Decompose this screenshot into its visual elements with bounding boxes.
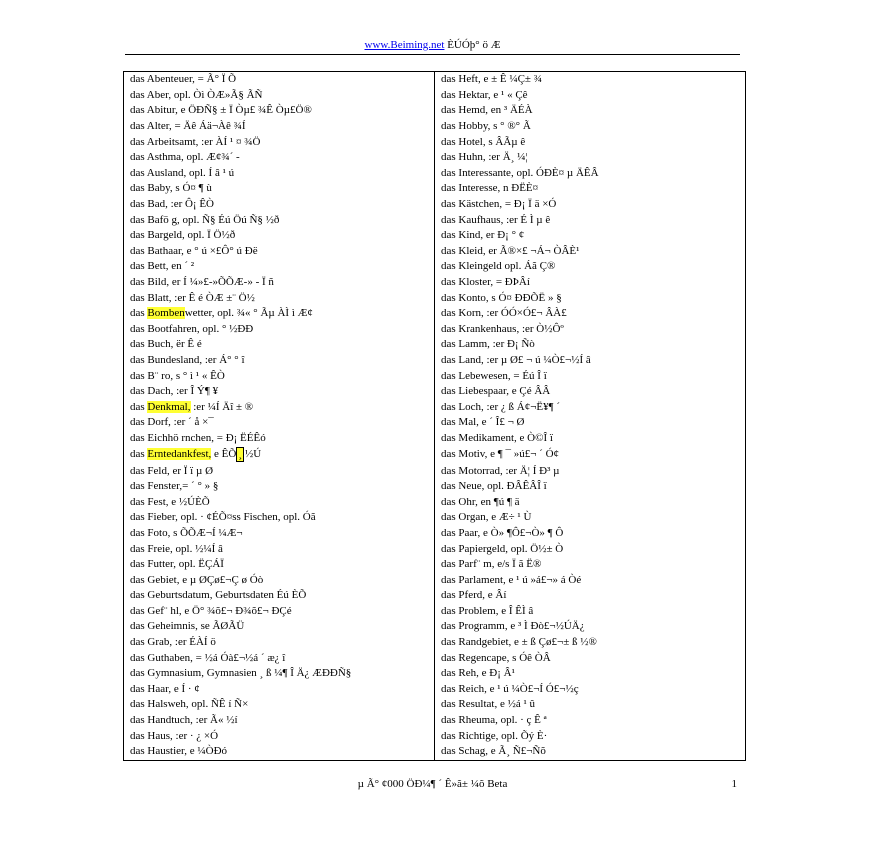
entry-text: das Konto, s Ó¤ ÐÐÕË » § bbox=[441, 291, 562, 304]
entry-text: das Fieber, opl. · ¢ÉÕ¤ss Fischen, opl. Óã bbox=[130, 511, 316, 524]
right-entry bbox=[435, 259, 746, 275]
highlighted-word: Erntedankfest, bbox=[147, 448, 212, 461]
table-row bbox=[124, 494, 746, 510]
highlighted-word: Bomben bbox=[147, 307, 185, 320]
table-row bbox=[124, 446, 746, 463]
table-row bbox=[124, 197, 746, 213]
entry-text: das Krankenhaus, :er Ò½Ôº bbox=[441, 322, 564, 335]
entry-text: das Interessante, opl. ÓÐÈ¤ µ ÄÊÂ bbox=[441, 166, 599, 179]
entry-text: das Bafö g, opl. Ñ§ Éú Öú Ñ§ ½ð bbox=[130, 213, 280, 226]
entry-text: das Bootfahren, opl. ° ½ÐÐ bbox=[130, 322, 254, 335]
right-entry bbox=[435, 150, 746, 166]
left-entry bbox=[124, 166, 435, 182]
table-row bbox=[124, 713, 746, 729]
table-row bbox=[124, 619, 746, 635]
right-entry bbox=[435, 713, 746, 729]
left-entry bbox=[124, 197, 435, 213]
table-row bbox=[124, 228, 746, 244]
entry-text: das Fest, e ½ÚÈÕ bbox=[130, 495, 210, 508]
entry-text: das Parlament, e ¹ ú »á£¬» á Òé bbox=[441, 573, 582, 586]
entry-text: das Neue, opl. ÐÂÊÂÎ ï bbox=[441, 480, 547, 493]
left-entry bbox=[124, 619, 435, 635]
entry-text: das Hektar, e ¹ « Çê bbox=[441, 88, 528, 101]
left-entry bbox=[124, 650, 435, 666]
entry-text: das Parf¨ m, e/s Ï ã Ë® bbox=[441, 558, 542, 571]
right-entry bbox=[435, 119, 746, 135]
left-entry bbox=[124, 228, 435, 244]
table-row bbox=[124, 431, 746, 447]
entry-text: das Kleingeld opl. Áã Ç® bbox=[441, 260, 556, 273]
left-entry bbox=[124, 682, 435, 698]
left-entry bbox=[124, 666, 435, 682]
entry-text: das Bargeld, opl. Ï Ö½ð bbox=[130, 229, 236, 242]
entry-text: das Geheimnis, se ÃØÃÜ bbox=[130, 620, 245, 633]
entry-text: das Haustier, e ¼ÒÐó bbox=[130, 745, 228, 758]
right-entry bbox=[435, 353, 746, 369]
entry-text: das Kleid, er Ã®×£ ¬Á¬ ÒÂÈ¹ bbox=[441, 244, 580, 257]
left-entry bbox=[124, 635, 435, 651]
right-entry bbox=[435, 134, 746, 150]
entry-text: das Papiergeld, opl. Ö½± Ò bbox=[441, 542, 564, 555]
entry-text: das B¨ ro, s ° ì ¹ « ÊÒ bbox=[130, 369, 225, 382]
header-link[interactable]: www.Beiming.net bbox=[364, 39, 445, 51]
entry-text: das Grab, :er ÉÀÍ ö bbox=[130, 636, 216, 649]
entry-text: das Interesse, n ÐËÈ¤ bbox=[441, 182, 539, 195]
table-row bbox=[124, 728, 746, 744]
table-row bbox=[124, 353, 746, 369]
entry-text: das Haar, e Í · ¢ bbox=[130, 682, 200, 695]
entry-text: das Handtuch, :er Ã« ½í bbox=[130, 714, 238, 727]
right-entry bbox=[435, 290, 746, 306]
table-row bbox=[124, 635, 746, 651]
left-entry bbox=[124, 588, 435, 604]
left-entry bbox=[124, 275, 435, 291]
table-row bbox=[124, 150, 746, 166]
left-entry bbox=[124, 181, 435, 197]
right-entry bbox=[435, 275, 746, 291]
table-row bbox=[124, 181, 746, 197]
entry-text: das Dorf, :er ´ å ×¯ bbox=[130, 416, 214, 429]
entry-text: das Schag, e Ã¸ Ñ£¬Ñõ bbox=[441, 745, 546, 758]
entry-text: das Freie, opl. ½¼Í â bbox=[130, 542, 223, 555]
table-row bbox=[124, 166, 746, 182]
entry-text: das Gef¨ hl, e Ö° ¾õ£¬ Ð¾õ£¬ ÐÇé bbox=[130, 604, 292, 617]
entry-text: das Mal, e ´ Î£ ¬ Ø bbox=[441, 416, 525, 429]
right-entry bbox=[435, 557, 746, 573]
left-entry bbox=[124, 446, 435, 463]
entry-text: das Liebespaar, e Çé ÂÂ bbox=[441, 385, 551, 398]
right-entry bbox=[435, 322, 746, 338]
entry-text: das Abenteuer, = Ã° Ï Õ bbox=[130, 73, 237, 86]
left-entry bbox=[124, 744, 435, 760]
entry-text: das Paar, e Ò» ¶Ô£¬Ò» ¶ Ô bbox=[441, 526, 564, 539]
entry-text: das Ohr, en ¶ú ¶ ä bbox=[441, 495, 520, 508]
table-row bbox=[124, 337, 746, 353]
header-title: ÈÚÓþ° ö Æ bbox=[447, 39, 501, 51]
right-entry bbox=[435, 541, 746, 557]
entry-text: das bbox=[130, 448, 148, 461]
table-row bbox=[124, 557, 746, 573]
left-entry bbox=[124, 353, 435, 369]
entry-text: das Kaufhaus, :er É Ì µ ê bbox=[441, 213, 551, 226]
entry-text: das Futter, opl. ËÇÁÏ bbox=[130, 558, 224, 571]
page-number: 1 bbox=[731, 778, 737, 790]
entry-text-rest: e ÊÕ bbox=[211, 448, 237, 461]
entry-text: das Blatt, :er Ê é ÒÆ ±¨ Ö½ bbox=[130, 291, 255, 304]
left-entry bbox=[124, 337, 435, 353]
left-entry bbox=[124, 244, 435, 260]
table-row bbox=[124, 588, 746, 604]
entry-text: das Gymnasium, Gymnasien ¸ ß ¼¶ Î Ä¿ ÆÐÐÑ§ bbox=[130, 667, 352, 680]
table-row bbox=[124, 666, 746, 682]
left-entry bbox=[124, 384, 435, 400]
table-row bbox=[124, 368, 746, 384]
right-entry bbox=[435, 650, 746, 666]
entry-text: das Rheuma, opl. · ç Ê ª bbox=[441, 714, 547, 727]
right-entry bbox=[435, 479, 746, 495]
table-row bbox=[124, 384, 746, 400]
table-row bbox=[124, 510, 746, 526]
left-entry bbox=[124, 697, 435, 713]
right-entry bbox=[435, 431, 746, 447]
right-entry bbox=[435, 306, 746, 322]
left-entry bbox=[124, 212, 435, 228]
right-entry bbox=[435, 697, 746, 713]
entry-text: das Lebewesen, = Éú Î ï bbox=[441, 369, 547, 382]
table-row bbox=[124, 604, 746, 620]
right-entry bbox=[435, 510, 746, 526]
left-entry bbox=[124, 322, 435, 338]
entry-text: das Buch, ër Ê é bbox=[130, 338, 202, 351]
right-entry bbox=[435, 744, 746, 760]
table-row bbox=[124, 415, 746, 431]
right-entry bbox=[435, 181, 746, 197]
table-row bbox=[124, 526, 746, 542]
left-entry bbox=[124, 431, 435, 447]
left-entry bbox=[124, 494, 435, 510]
entry-text: das Geburtsdatum, Geburtsdaten Éú ÈÕ bbox=[130, 589, 307, 602]
entry-text: das Heft, e ± Ê ¼Ç± ¾ bbox=[441, 73, 542, 86]
table-row bbox=[124, 697, 746, 713]
right-entry bbox=[435, 399, 746, 415]
table-row bbox=[124, 399, 746, 415]
entry-text: das Baby, s Ó¤ ¶ ù bbox=[130, 182, 212, 195]
entry-text: das Hotel, s ÂÃµ ê bbox=[441, 135, 526, 148]
entry-text: das Kästchen, = Ð¡ Ï ä ×Ó bbox=[441, 198, 557, 211]
table-row bbox=[124, 72, 746, 88]
entry-text: das Foto, s ÕÕÆ¬Í ¼Æ¬ bbox=[130, 526, 243, 539]
entry-text: das Reh, e Ð¡ Â¹ bbox=[441, 667, 515, 680]
entry-text: das Motiv, e ¶ ¯ »ú£¬ ´ Ó¢ bbox=[441, 448, 560, 461]
right-entry bbox=[435, 244, 746, 260]
entry-text: das Loch, :er ¿ ß Á¢¬Ë¥¶ ´ bbox=[441, 400, 561, 413]
left-entry bbox=[124, 119, 435, 135]
entry-text: das Bundesland, :er Á° ° î bbox=[130, 353, 245, 366]
table-row bbox=[124, 744, 746, 760]
entry-text: das Richtige, opl. Õý È· bbox=[441, 729, 548, 742]
right-entry bbox=[435, 72, 746, 88]
left-entry bbox=[124, 72, 435, 88]
table-row bbox=[124, 119, 746, 135]
text-cursor-box: ¸ bbox=[238, 448, 242, 461]
right-entry bbox=[435, 337, 746, 353]
right-entry bbox=[435, 228, 746, 244]
entry-text: das Gebiet, e µ ØÇø£¬Ç ø Óò bbox=[130, 573, 264, 586]
left-entry bbox=[124, 728, 435, 744]
entry-text: das Kind, er Ð¡ ° ¢ bbox=[441, 229, 525, 242]
entry-text: das Organ, e Æ÷ ¹ Ù bbox=[441, 511, 532, 524]
right-entry bbox=[435, 384, 746, 400]
left-entry bbox=[124, 541, 435, 557]
entry-text: das Bathaar, e ° ú ×£Ô° ú Ðë bbox=[130, 244, 258, 257]
left-entry bbox=[124, 713, 435, 729]
right-entry bbox=[435, 103, 746, 119]
entry-text: das Bild, er Í ¼»£-»ÕÕÆ-» - Ï ñ bbox=[130, 276, 274, 289]
entry-text: das bbox=[130, 400, 148, 413]
right-entry bbox=[435, 415, 746, 431]
entry-text: das Lamm, :er Ð¡ Ñò bbox=[441, 338, 535, 351]
entry-text: das Reich, e ¹ ú ¼Ò£¬Í Ó£¬½ç bbox=[441, 682, 579, 695]
entry-text: das Feld, er Ï ï µ Ø bbox=[130, 464, 214, 477]
right-entry bbox=[435, 494, 746, 510]
entry-text: das Korn, :er ÓÓ×Ó£¬ ÂÀ£ bbox=[441, 307, 567, 320]
right-entry bbox=[435, 666, 746, 682]
entry-text: das Halsweh, opl. ÑÊ í Ñ× bbox=[130, 698, 249, 711]
right-entry bbox=[435, 588, 746, 604]
entry-text: das Resultat, e ½á ¹ û bbox=[441, 698, 536, 711]
entry-text: das Fenster,= ´ ° » § bbox=[130, 480, 219, 493]
table-row bbox=[124, 244, 746, 260]
right-entry bbox=[435, 635, 746, 651]
right-entry bbox=[435, 197, 746, 213]
table-row bbox=[124, 541, 746, 557]
table-row bbox=[124, 259, 746, 275]
entry-text: das Randgebiet, e ± ß Çø£¬± ß ½® bbox=[441, 636, 597, 649]
footer-title: µ Ã° ¢000 ÖÐ¼¶ ´ Ê»ã± ¼õ Beta bbox=[357, 778, 508, 790]
entry-text: das Bad, :er Ô¡ ÊÒ bbox=[130, 198, 215, 211]
entry-text: das Dach, :er Î Ý¶ ¥ bbox=[130, 385, 219, 398]
left-entry bbox=[124, 399, 435, 415]
table-row bbox=[124, 290, 746, 306]
right-entry bbox=[435, 88, 746, 104]
entry-text-rest: :er ¼Í Äî ± ® bbox=[190, 400, 254, 413]
right-entry bbox=[435, 368, 746, 384]
entry-text: das Motorrad, :er Ä¦ Í Ð³ µ bbox=[441, 464, 560, 477]
table-row bbox=[124, 212, 746, 228]
entry-text: das Guthaben, = ½á Óà£¬½á ´ æ¿ î bbox=[130, 651, 286, 664]
header-divider bbox=[125, 54, 740, 55]
right-entry bbox=[435, 526, 746, 542]
right-entry bbox=[435, 166, 746, 182]
table-row bbox=[124, 103, 746, 119]
left-entry bbox=[124, 463, 435, 479]
left-entry bbox=[124, 604, 435, 620]
right-entry bbox=[435, 604, 746, 620]
entry-text: das Hemd, en ³ ÄÉÀ bbox=[441, 104, 533, 117]
right-entry bbox=[435, 728, 746, 744]
entry-text: das Land, :er µ Ø£ ¬ ú ¼Ò£¬½Í â bbox=[441, 353, 591, 366]
entry-text: das Abitur, e ÖÐÑ§ ± Ï Òµ£ ¾Ê Òµ£Ö® bbox=[130, 104, 312, 117]
entry-text: das Kloster, = ÐÞÂí bbox=[441, 276, 530, 289]
table-row bbox=[124, 650, 746, 666]
left-entry bbox=[124, 526, 435, 542]
left-entry bbox=[124, 306, 435, 322]
entry-text: das Haus, :er · ¿ ×Ó bbox=[130, 729, 219, 742]
table-row bbox=[124, 306, 746, 322]
entry-text: das Eichhö rnchen, = Ð¡ ËÉÊó bbox=[130, 431, 266, 444]
left-entry bbox=[124, 557, 435, 573]
left-entry bbox=[124, 368, 435, 384]
highlighted-word: Denkmal, bbox=[147, 400, 191, 413]
entry-text: das Pferd, e Âí bbox=[441, 589, 507, 602]
table-row bbox=[124, 463, 746, 479]
left-entry bbox=[124, 415, 435, 431]
right-entry bbox=[435, 463, 746, 479]
table-row bbox=[124, 479, 746, 495]
left-entry bbox=[124, 479, 435, 495]
left-entry bbox=[124, 259, 435, 275]
entry-text: das Bett, en ´ ² bbox=[130, 260, 195, 273]
left-entry bbox=[124, 150, 435, 166]
entry-text: das Problem, e Î ÊÌ â bbox=[441, 604, 534, 617]
vocabulary-table-body bbox=[124, 72, 746, 761]
right-entry bbox=[435, 446, 746, 463]
table-row bbox=[124, 322, 746, 338]
table-row bbox=[124, 275, 746, 291]
entry-text: das Alter, = Äê Áä¬Àê ¾Í bbox=[130, 120, 246, 133]
entry-text: das Huhn, :er Ä¸ ¼¦ bbox=[441, 151, 528, 164]
entry-text: das Hobby, s ° ®° Ã bbox=[441, 120, 531, 133]
right-entry bbox=[435, 212, 746, 228]
entry-text-rest: wetter, opl. ¾« ° Ãµ ÀÌ ì Æ¢ bbox=[184, 307, 313, 320]
entry-text-tail: ½Ú bbox=[244, 448, 262, 461]
entry-text: das Asthma, opl. Æ¢¾´ - bbox=[130, 151, 240, 164]
table-row bbox=[124, 572, 746, 588]
entry-text: das Regencape, s Óê ÒÂ bbox=[441, 651, 551, 664]
left-entry bbox=[124, 510, 435, 526]
left-entry bbox=[124, 134, 435, 150]
left-entry bbox=[124, 290, 435, 306]
left-entry bbox=[124, 572, 435, 588]
right-entry bbox=[435, 682, 746, 698]
right-entry bbox=[435, 619, 746, 635]
vocabulary-table bbox=[123, 71, 746, 761]
table-row bbox=[124, 88, 746, 104]
page-header bbox=[125, 39, 740, 52]
right-entry bbox=[435, 572, 746, 588]
entry-text: das Programm, e ³ Ì Ðò£¬½ÚÄ¿ bbox=[441, 620, 585, 633]
entry-text: das Arbeitsamt, :er ÀÍ ¹ ¤ ¾Ö bbox=[130, 135, 261, 148]
entry-text: das bbox=[130, 307, 148, 320]
entry-text: das Aber, opl. Òì ÒÆ»Ã§ ÃÑ bbox=[130, 88, 263, 101]
left-entry bbox=[124, 88, 435, 104]
entry-text: das Medikament, e Ò©Î ï bbox=[441, 431, 553, 444]
left-entry bbox=[124, 103, 435, 119]
table-row bbox=[124, 134, 746, 150]
entry-text: das Ausland, opl. Í â ¹ ú bbox=[130, 166, 235, 179]
table-row bbox=[124, 682, 746, 698]
